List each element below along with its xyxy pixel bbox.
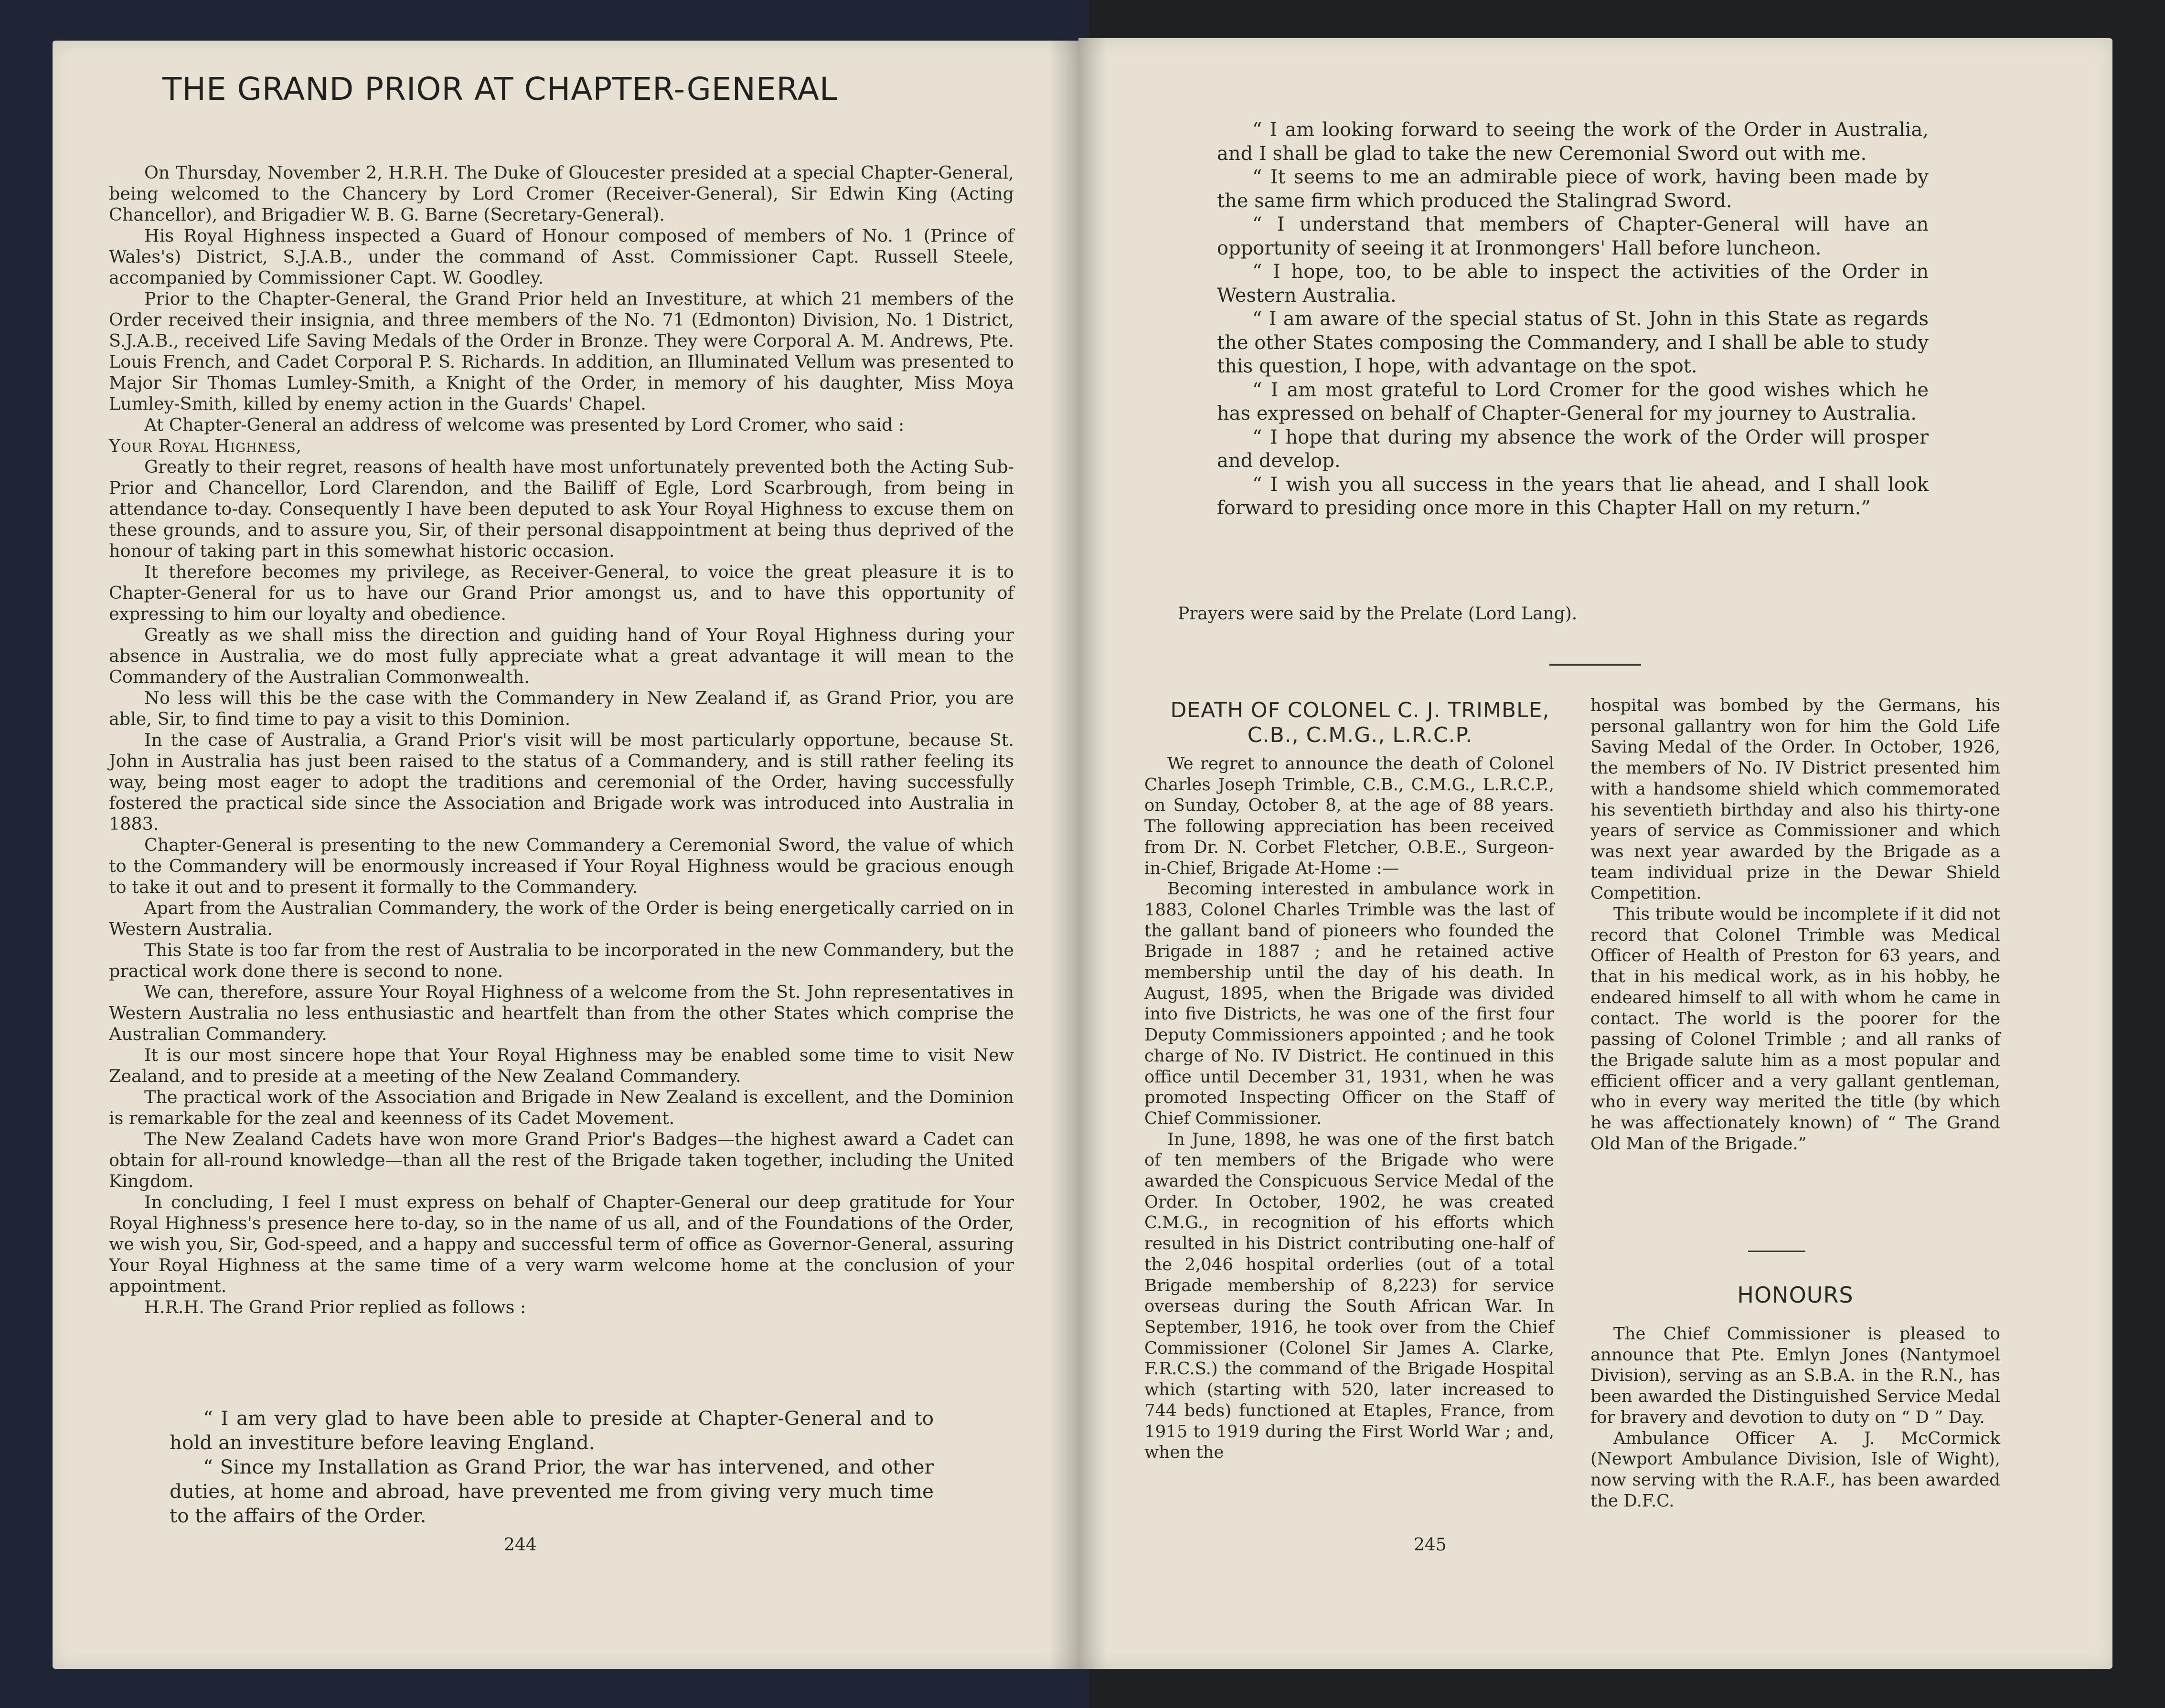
paragraph: On Thursday, November 2, H.R.H. The Duke of Gloucester presided at a special Chapter-General, being welcomed to the Chancery by Lord Cromer (Receiver-General), Sir Edwin King (Acting Chancellor), and Brigadier W. B. G. Barne (Secretary-General). [109,162,1014,225]
address-paragraph: This State is too far from the rest of Australia to be incorporated in the new Commandery, but the practical work done there is second to none. [109,940,1014,981]
section-divider [1748,1251,1805,1252]
address-paragraph: Greatly to their regret, reasons of health have most unfortunately prevented both the Acting Sub-Prior and Chancellor, Lord Clarendon, and the Bailiff of Egle, Lord Scarbrough, from being in attendance to-day. Consequently I have been deputed to ask Your Royal Highness to excuse them on these grounds, and to assure you, Sir, of their personal disappointment at being thus deprived of the honour of taking part in this somewhat historic occasion. [109,456,1014,561]
obituary-title: DEATH OF COLONEL C. J. TRIMBLE, C.B., C.M.G., L.R.C.P. [1170,698,1550,747]
honours-body [1590,1324,2000,1511]
reply-continued [1217,118,1929,520]
address-paragraph: In concluding, I feel I must express on behalf of Chapter-General our deep gratitude for Your Royal Highness's presence here to-day, so in the name of us all, and of the Foundations of the Order, we wish you, Sir, God-speed, and a happy and successful term of office as Governor-General, assuring Your Royal Highness at the same time of a very warm welcome home at the conclusion of your appointment. [109,1192,1014,1296]
address-paragraph: H.R.H. The Grand Prior replied as follows : [144,1297,526,1317]
reply-paragraph: “ I am looking forward to seeing the work of the Order in Australia, and I shall be glad to take the new Ceremonial Sword out with me. [1217,119,1929,165]
reply-paragraph: “ Since my Installation as Grand Prior, the war has intervened, and other duties, at home and abroad, have prevented me from giving very much time to the affairs of the Order. [170,1455,934,1527]
article-title: THE GRAND PRIOR AT CHAPTER-GENERAL [162,71,838,107]
obituary-paragraph: We regret to announce the death of Colonel Charles Joseph Trimble, C.B., C.M.G., L.R.C.P., on Sunday, October 8, at the age of 88 years. The following appreciation has been received from Dr. N. Corbet Fletcher, O.B.E., Surgeon-in-Chief, Brigade At-Home :— [1144,754,1554,878]
address-paragraph: Chapter-General is presenting to the new Commandery a Ceremonial Sword, the value of which to the Commandery will be enormously increased if Your Royal Highness would be gracious enough to take it out and to present it formally to the Commandery. [109,835,1014,897]
prayers-line: Prayers were said by the Prelate (Lord Lang). [1178,604,1578,624]
salutation: Your Royal Highness, [109,435,302,456]
reply-paragraph: “ I understand that members of Chapter-General will have an opportunity of seeing it at Ironmongers' Hall before luncheon. [1217,213,1929,259]
address-paragraph: The practical work of the Association and Brigade in New Zealand is excellent, and the Dominion is remarkable for the zeal and keenness of its Cadet Movement. [109,1087,1014,1128]
obituary-column-1 [1144,753,1554,1463]
paragraph: Prior to the Chapter-General, the Grand Prior held an Investiture, at which 21 members of the Order received their insignia, and three members of the No. 71 (Edmonton) Division, No. 1 District, S.J.A.B., received Life Saving Medals of the Order in Bronze. They were Corporal A. M. Andrews, Pte. Louis French, and Cadet Corporal P. S. Richards. In addition, an Illuminated Vellum was presented to Major Sir Thomas Lumley-Smith, a Knight of the Order, in memory of his daughter, Miss Moya Lumley-Smith, killed by enemy action in the Guards' Chapel. [109,288,1014,414]
address-paragraph: No less will this be the case with the Commandery in New Zealand if, as Grand Prior, you are able, Sir, to find time to pay a visit to this Dominion. [109,688,1014,729]
address-paragraph: Greatly as we shall miss the direction and guiding hand of Your Royal Highness during your absence in Australia, we do most fully appreciate what a great advantage it will mean to the Commandery of the Australian Commonwealth. [109,625,1014,687]
address-paragraph: The New Zealand Cadets have won more Grand Prior's Badges—the highest award a Cadet can obtain for all-round knowledge—than all the rest of the Brigade taken together, including the United Kingdom. [109,1129,1014,1191]
section-divider [1549,664,1641,666]
obituary-paragraph: hospital was bombed by the Germans, his personal gallantry won for him the Gold Life Saving Medal of the Order. In October, 1926, the members of No. IV District presented him with a handsome shield which commemorated his seventieth birthday and also his thirty-one years of service as Commissioner and which was next year awarded by the Brigade as a team individual prize in the Dewar Shield Competition. [1590,696,2000,903]
article-body [109,162,1014,1318]
reply-paragraph: “ It seems to me an admirable piece of work, having been made by the same firm which produced the Stalingrad Sword. [1217,166,1929,212]
honours-paragraph: The Chief Commissioner is pleased to announce that Pte. Emlyn Jones (Nantymoel Division), serving as an S.B.A. in the R.N., has been awarded the Distinguished Service Medal for bravery and devotion to duty on “ D ” Day. [1590,1324,2000,1427]
reply-paragraph: “ I hope that during my absence the work of the Order will prosper and develop. [1217,426,1929,472]
obituary-paragraph: This tribute would be incomplete if it did not record that Colonel Trimble was Medical Officer of Health of Preston for 63 years, and that in his medical work, as in his hobby, he endeared himself to all with whom he came in contact. The world is the poorer for the passing of Colonel Trimble ; and all ranks of the Brigade salute him as a most popular and efficient officer and a very gallant gentleman, who in every way merited the title (by which he was affectionately known) of “ The Grand Old Man of the Brigade.” [1590,904,2000,1154]
address-paragraph: It therefore becomes my privilege, as Receiver-General, to voice the great pleasure it is to Chapter-General for us to have our Grand Prior amongst us, and to have this opportunity of expressing to him our loyalty and obedience. [109,562,1014,624]
reply-paragraph: “ I am most grateful to Lord Cromer for the good wishes which he has expressed on behalf of Chapter-General for my journey to Australia. [1217,379,1929,424]
reply-paragraph: “ I am aware of the special status of St. John in this State as regards the other States composing the Commandery, and I shall be able to study this question, I hope, with advantage on the spot. [1217,308,1929,377]
address-paragraph: It is our most sincere hope that Your Royal Highness may be enabled some time to visit New Zealand, and to preside at a meeting of the New Zealand Commandery. [109,1045,1014,1086]
reply-paragraph: “ I hope, too, to be able to inspect the activities of the Order in Western Australia. [1217,261,1929,307]
page-number-right: 245 [1414,1535,1447,1555]
address-paragraph: In the case of Australia, a Grand Prior's visit will be most particularly opportune, because St. John in Australia has just been raised to the status of a Commandery, and is still rather feeling its way, being most eager to adopt the traditions and ceremonial of the Order, having successfully fostered the practical side since the Association and Brigade work was introduced into Australia in 1883. [109,730,1014,834]
reply-paragraph: “ I wish you all success in the years that lie ahead, and I shall look forward to presiding once more in this Chapter Hall on my return.” [1217,473,1929,519]
address-paragraph: Apart from the Australian Commandery, the work of the Order is being energetically carried on in Western Australia. [109,898,1014,939]
address-paragraph: We can, therefore, assure Your Royal Highness of a welcome from the St. John representatives in Western Australia no less enthusiastic and heartfelt than from the other States which comprise the Australian Commandery. [109,982,1014,1044]
obituary-column-2 [1590,695,2000,1154]
honours-paragraph: Ambulance Officer A. J. McCormick (Newport Ambulance Division, Isle of Wight), now serving with the R.A.F., has been awarded the D.F.C. [1590,1428,2000,1511]
obituary-paragraph: Becoming interested in ambulance work in 1883, Colonel Charles Trimble was the last of the gallant band of pioneers who founded the Brigade in 1887 ; and he retained active membership until the day of his death. In August, 1895, when the Brigade was divided into five Districts, he was one of the first four Deputy Commissioners appointed ; and he took charge of No. IV District. He continued in this office until December 31, 1931, when he was promoted Inspecting Officer on the Staff of Chief Commissioner. [1144,879,1554,1128]
paragraph: At Chapter-General an address of welcome was presented by Lord Cromer, who said : [144,414,905,435]
reply-paragraph: “ I am very glad to have been able to preside at Chapter-General and to hold an investiture before leaving England. [170,1407,934,1454]
grand-prior-reply [170,1406,934,1528]
obituary-paragraph: In June, 1898, he was one of the first batch of ten members of the Brigade who were awarded the Conspicuous Service Medal of the Order. In October, 1902, he was created C.M.G., in recognition of his efforts which resulted in his District contributing one-half of the 2,046 hospital orderlies (out of a total Brigade membership of 8,223) for service overseas during the South African War. In September, 1916, he took over from the Chief Commissioner (Colonel Sir James A. Clarke, F.R.C.S.) the command of the Brigade Hospital which (starting with 520, later increased to 744 beds) functioned at Etaples, France, from 1915 to 1919 during the First World War ; and, when the [1144,1129,1554,1463]
paragraph: His Royal Highness inspected a Guard of Honour composed of members of No. 1 (Prince of Wales's) District, S.J.A.B., under the command of Asst. Commissioner Capt. Russell Steele, accompanied by Commissioner Capt. W. Goodley. [109,225,1014,288]
honours-title: HONOURS [1737,1282,1854,1308]
page-number-left: 244 [504,1535,537,1555]
